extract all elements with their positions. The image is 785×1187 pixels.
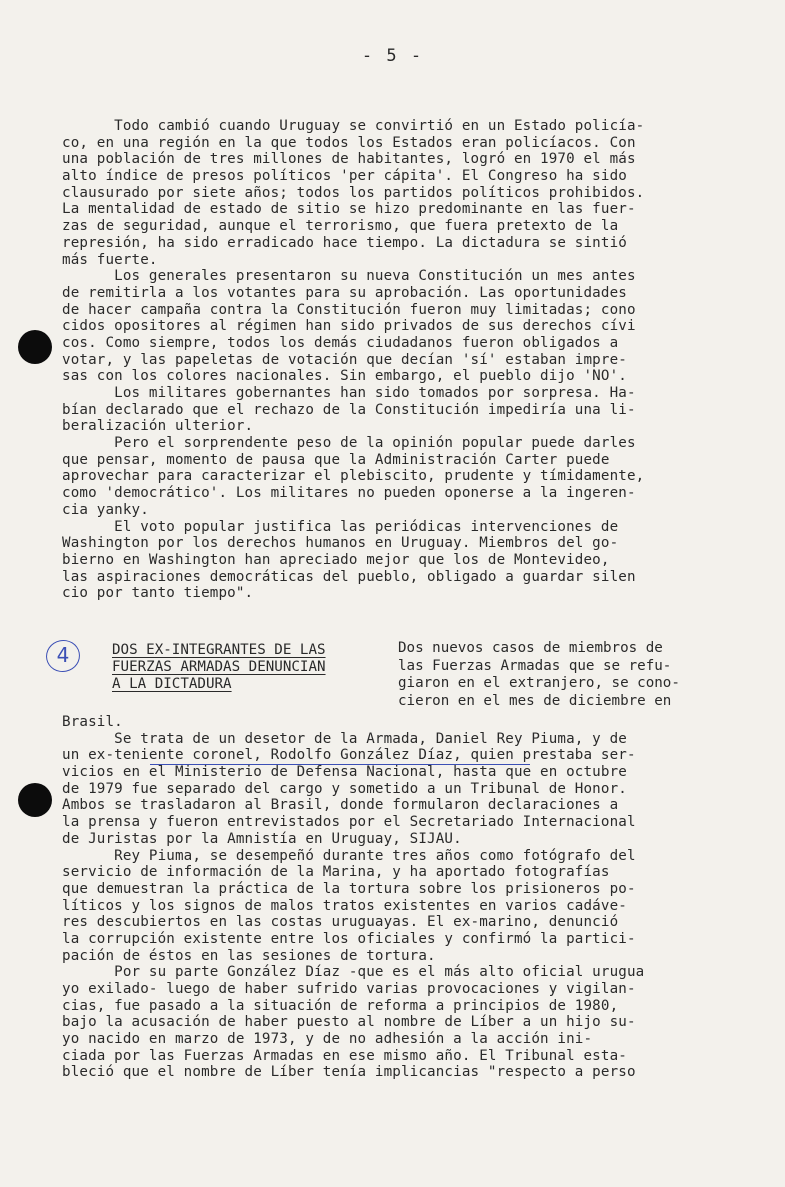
text-line: que pensar, momento de pausa que la Administración Carter puede (62, 451, 610, 468)
text-line: yo exilado- luego de haber sufrido varias provocaciones y vigilan- (62, 981, 636, 997)
binder-hole-top (18, 330, 52, 364)
handwritten-circle (43, 637, 83, 675)
handwritten-underline (150, 764, 530, 765)
summary-line: las Fuerzas Armadas que se refu- (398, 657, 672, 674)
summary-line: cieron en el mes de diciembre en (398, 692, 672, 709)
text-line: Por su parte González Díaz -que es el más alto oficial urugua (62, 964, 645, 981)
text-line: que demuestran la práctica de la tortura sobre los prisioneros po- (62, 880, 636, 897)
text-line: como 'democrático'. Los militares no pueden oponerse a la ingeren- (62, 485, 636, 502)
text-line: bierno en Washington han apreciado mejor que los de Montevideo, (62, 551, 610, 568)
binder-hole-bottom (18, 783, 52, 817)
text-line: de 1979 fue separado del cargo y sometido a un Tribunal de Honor. (62, 780, 627, 797)
text-line: de Juristas por la Amnistía en Uruguay, SIJAU. (62, 830, 462, 847)
text-line: Pero el sorprendente peso de la opinión popular puede darles (62, 435, 636, 452)
text-line: votar, y las papeletas de votación que decían 'sí' estaban impre- (62, 351, 627, 368)
text-line: servicio de información de la Marina, y ha aportado fotografías (62, 864, 610, 881)
text-line: cio por tanto tiempo". (62, 585, 254, 602)
text-line: sas con los colores nacionales. Sin embargo, el pueblo dijo 'NO'. (62, 368, 627, 385)
page-number: - 5 - (361, 46, 424, 66)
text-line: de remitirla a los votantes para su aprobación. Las oportunidades (62, 284, 627, 301)
text-line: la prensa y fueron entrevistados por el Secretariado Internacional (62, 814, 636, 831)
text-line: de hacer campaña contra la Constitución fueron muy limitadas; cono (62, 301, 636, 318)
text-line: un ex-teniente coronel, Rodolfo González Díaz, quien prestaba ser- (62, 747, 636, 764)
text-line: Los militares gobernantes han sido tomados por sorpresa. Ha- (62, 385, 636, 401)
text-line: bajo la acusación de haber puesto al nombre de Líber a un hijo su- (62, 1014, 636, 1031)
text-line: Rey Piuma, se desempeñó durante tres años como fotógrafo del (62, 847, 636, 864)
text-line: Brasil. (62, 714, 123, 730)
text-line: yo nacido en marzo de 1973, y de no adhesión a la acción ini- (62, 1031, 593, 1048)
heading-line: A LA DICTADURA (112, 676, 232, 692)
text-line: Los generales presentaron su nueva Constitución un mes antes (62, 268, 636, 285)
text-line: bían declarado que el rechazo de la Constitución impediría una li- (62, 401, 636, 418)
text-line: cias, fue pasado a la situación de reforma a principios de 1980, (62, 997, 619, 1014)
text-line: cidos opositores al régimen han sido privados de sus derechos cívi (62, 318, 636, 335)
text-line: co, en una región en la que todos los Estados eran policíacos. Con (62, 134, 636, 151)
summary-line: Dos nuevos casos de miembros de (398, 640, 663, 656)
text-line: más fuerte. (62, 251, 158, 268)
text-line: cos. Como siempre, todos los demás ciudadanos fueron obligados a (62, 334, 619, 351)
text-line: La mentalidad de estado de sitio se hizo predominante en las fuer- (62, 201, 636, 218)
text-line: ciada por las Fuerzas Armadas en ese mismo año. El Tribunal esta- (62, 1047, 627, 1064)
text-line: Todo cambió cuando Uruguay se convirtió en un Estado policía- (62, 118, 645, 134)
text-line: Se trata de un desetor de la Armada, Daniel Rey Piuma, y de (62, 730, 627, 747)
section-summary (398, 640, 748, 710)
text-line: alto índice de presos políticos 'per cápita'. El Congreso ha sido (62, 168, 627, 185)
text-line: la corrupción existente entre los oficiales y confirmó la partici- (62, 930, 636, 947)
text-line: una población de tres millones de habitantes, logró en 1970 el más (62, 151, 636, 168)
text-line: clausurado por siete años; todos los partidos políticos prohibidos. (62, 184, 645, 201)
section-heading (112, 642, 374, 693)
text-line: pación de éstos en las sesiones de tortura. (62, 947, 436, 964)
text-line: cia yanky. (62, 501, 149, 518)
text-line: Ambos se trasladaron al Brasil, donde formularon declaraciones a (62, 797, 619, 814)
text-line: represión, ha sido erradicado hace tiempo. La dictadura se sintió (62, 234, 627, 251)
text-line: vicios en el Ministerio de Defensa Nacional, hasta que en octubre (62, 764, 627, 781)
heading-line: DOS EX-INTEGRANTES DE LAS (112, 642, 326, 658)
heading-line: FUERZAS ARMADAS DENUNCIAN (112, 659, 326, 675)
text-line: líticos y los signos de malos tratos existentes en varios cadáve- (62, 897, 627, 914)
text-line: res descubiertos en las costas uruguayas. El ex-marino, denunció (62, 914, 619, 931)
intro-text-block (62, 118, 742, 602)
summary-line: giaron en el extranjero, se cono- (398, 675, 680, 691)
text-line: Washington por los derechos humanos en Uruguay. Miembros del go- (62, 535, 619, 552)
text-line: aprovechar para caracterizar el plebiscito, prudente y tímidamente, (62, 468, 645, 485)
marginal-number-text: 4 (56, 643, 70, 667)
text-line: El voto popular justifica las periódicas intervenciones de (62, 518, 619, 535)
text-line: beralización ulterior. (62, 418, 254, 435)
section-body-text (62, 714, 742, 1081)
text-line: las aspiraciones democráticas del pueblo, obligado a guardar silen (62, 568, 636, 585)
marginal-section-number (48, 641, 78, 669)
text-line: zas de seguridad, aunque el terrorismo, que fuera pretexto de la (62, 218, 619, 235)
text-line: bleció que el nombre de Líber tenía implicancias "respecto a perso (62, 1064, 636, 1081)
